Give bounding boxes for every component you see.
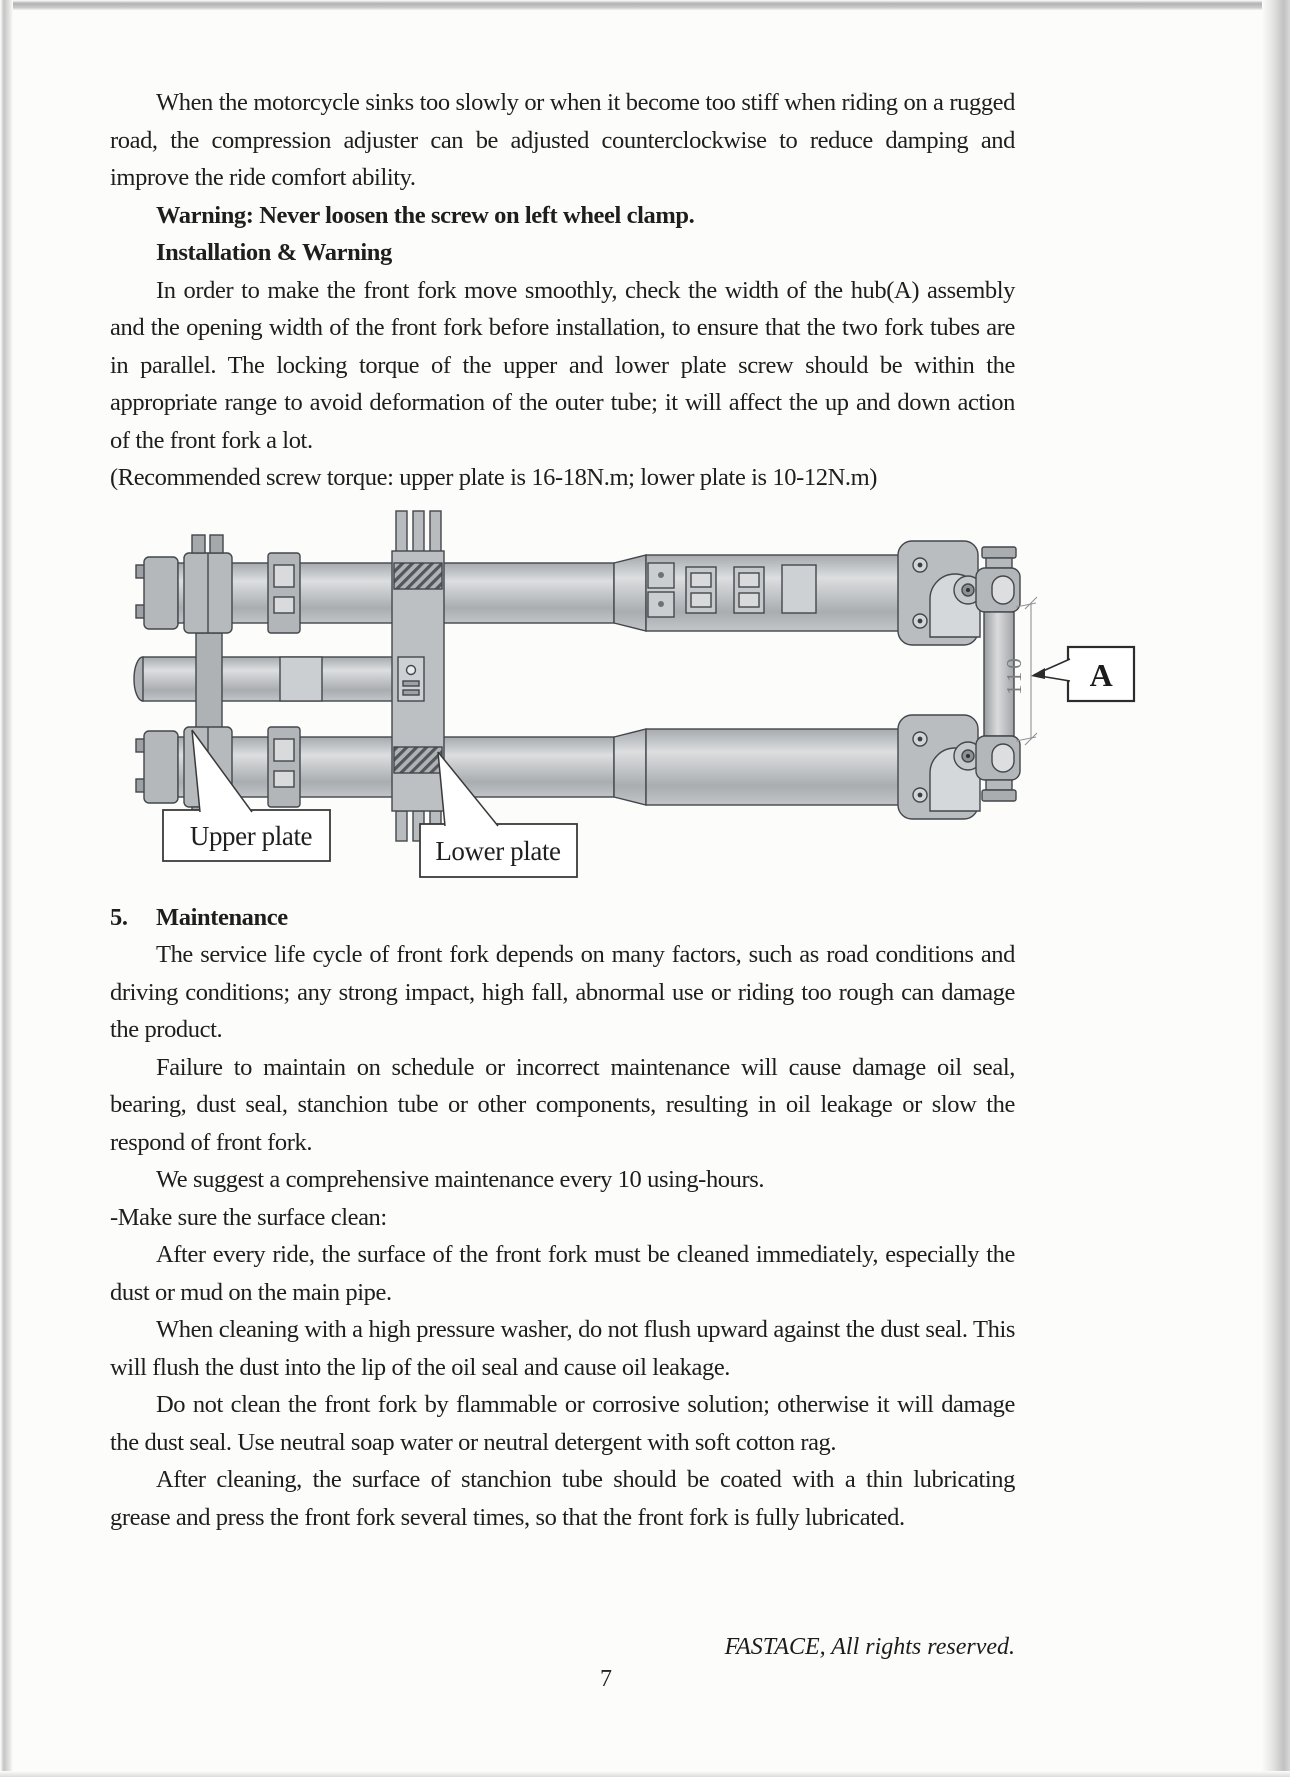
maintenance-heading-number: 5. bbox=[110, 903, 128, 931]
maintenance-heading bbox=[110, 899, 1015, 937]
maintenance-paragraph-8: After cleaning, the surface of stanchion tube should be coated with a thin lubricating grease and press the front fork several times, so that the front fork is fully lubricated. bbox=[110, 1466, 1015, 1531]
steering-stem bbox=[134, 657, 394, 701]
front-fork-figure bbox=[130, 507, 1140, 897]
maintenance-paragraph-2: Failure to maintain on schedule or incorrect maintenance will cause damage oil seal, bearing, dust seal, stanchion tube or other components, resulting in oil leakage or slow the respond of front fork. bbox=[110, 1053, 1015, 1156]
callout-a bbox=[1031, 647, 1134, 701]
fork-leg-bottom bbox=[136, 727, 908, 807]
scan-edge-bottom bbox=[0, 1771, 1290, 1777]
intro-paragraph: When the motorcycle sinks too slowly or when it become too stiff when riding on a rugged road, the compression adjuster can be adjusted counterclockwise to reduce damping and improve the ride comfort ability. bbox=[110, 89, 1015, 191]
page-number: 7 bbox=[600, 1666, 612, 1692]
installation-paragraph: In order to make the front fork move smoothly, check the width of the hub(A) assembly and the opening width of the front fork before installation, to ensure that the two fork tubes are in parallel. The locking torque of the upper and lower plate screw should be within the appropriate range to avoid deformation of the outer tube; it will affect the up and down action of the front fork a lot. bbox=[110, 276, 1015, 454]
dimension-value: 110 bbox=[1002, 654, 1026, 695]
maintenance-paragraph-3: We suggest a comprehensive maintenance every 10 using-hours. bbox=[156, 1166, 765, 1193]
warning-line: Warning: Never loosen the screw on left wheel clamp. bbox=[156, 201, 695, 229]
maintenance-paragraph-7: Do not clean the front fork by flammable or corrosive solution; otherwise it will damage the dust seal. Use neutral soap water or neutral detergent with soft cotton rag. bbox=[110, 1391, 1015, 1456]
torque-note: (Recommended screw torque: upper plate is 16-18N.m; lower plate is 10-12N.m) bbox=[110, 464, 877, 491]
maintenance-paragraph-1: The service life cycle of front fork depends on many factors, such as road conditions and driving conditions; any strong impact, high fall, abnormal use or riding too rough can damage the product. bbox=[110, 941, 1015, 1043]
maintenance-heading-label: Maintenance bbox=[156, 903, 288, 931]
maintenance-paragraph-6: When cleaning with a high pressure washer, do not flush upward against the dust seal. This will flush the dust into the lip of the oil seal and cause oil leakage. bbox=[110, 1316, 1015, 1381]
maintenance-paragraph-5: After every ride, the surface of the front fork must be cleaned immediately, especially the dust or mud on the main pipe. bbox=[110, 1241, 1015, 1306]
lower-plate bbox=[392, 511, 444, 841]
maintenance-paragraph-4: -Make sure the surface clean: bbox=[110, 1203, 387, 1231]
front-fork-diagram bbox=[130, 507, 1140, 897]
lower-plate-label: Lower plate bbox=[435, 835, 561, 866]
upper-plate-label: Upper plate bbox=[189, 820, 313, 851]
footer-copyright: FASTACE, All rights reserved. bbox=[724, 1634, 1015, 1660]
installation-heading: Installation & Warning bbox=[156, 239, 392, 266]
callout-a-label: A bbox=[1089, 656, 1113, 693]
fork-leg-top bbox=[136, 553, 908, 633]
